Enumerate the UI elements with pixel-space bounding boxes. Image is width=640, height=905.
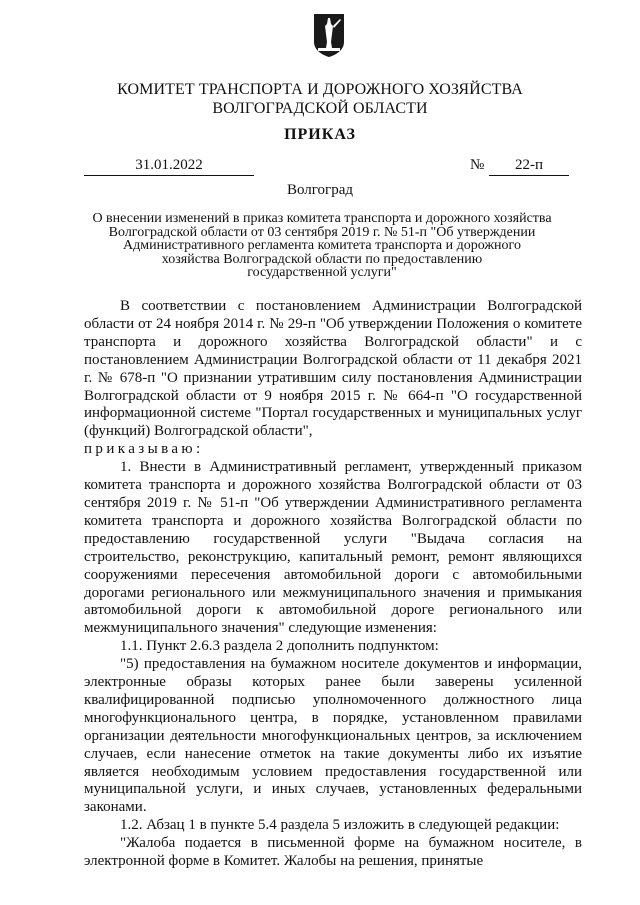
- preamble-paragraph: В соответствии с постановлением Администрации Волгоградской области от 24 ноября 2014 г. № 29-п "Об утверждении Положения о комитете транспорта и дорожного хозяйства Волгоградской области" и с постановлением Администрации Волгоградской области от 11 декабря 2021 г. № 678-п "О признании утратившим силу постановления Администрации Волгоградской области от 9 ноября 2015 г. № 664-п "О государственной информационной системе "Портал государственных и муниципальных услуг (функций) Волгоградской области",: [84, 298, 582, 440]
- volgograd-emblem-icon: [312, 12, 346, 58]
- organization-name: [0, 80, 640, 118]
- document-type: ПРИКАЗ: [284, 126, 356, 143]
- subject-line-2: Волгоградской области от 03 сентября 2019 г. № 51-п "Об утверждении: [108, 224, 536, 240]
- order-word: приказываю:: [84, 441, 204, 458]
- subject-line-4: хозяйства Волгоградской области по предоставлению: [161, 251, 483, 267]
- subject-line-1: О внесении изменений в приказ комитета транспорта и дорожного хозяйства: [92, 211, 552, 226]
- order-subject: [62, 212, 582, 280]
- item-1-2-text: "Жалоба подается в письменной форме на бумажном носителе, в электронной форме в Комитет. Жалобы на решения, принятые: [84, 835, 582, 870]
- city: Волгоград: [286, 182, 353, 198]
- organization-line-2: ВОЛГОГРАДСКОЙ ОБЛАСТИ: [212, 100, 428, 117]
- item-1-paragraph: 1. Внести в Административный регламент, утвержденный приказом комитета транспорта и дорожного хозяйства Волгоградской области от 03 сентября 2019 г. № 51-п "Об утверждении Административного регламента комитета транспорта и дорожного хозяйства Волгоградской области по предоставлению государственной услуги "Выдача согласия на строительство, реконструкцию, капитальный ремонт, ремонт являющихся сооружениями пересечения автомобильной дороги с автомобильными дорогами регионального или межмуниципального значения и примыкания автомобильной дороги к автомобильной дороге регионального или межмуниципального значения" следующие изменения:: [84, 459, 582, 637]
- item-1-1-heading: 1.1. Пункт 2.6.3 раздела 2 дополнить подпунктом:: [120, 638, 439, 655]
- order-number: 22-п: [489, 157, 569, 176]
- subject-line-3: Административного регламента комитета транспорта и дорожного: [123, 238, 521, 253]
- order-date: 31.01.2022: [84, 157, 254, 176]
- item-1-1-text: "5) предоставления на бумажном носителе документов и информации, электронные образы которых ранее были заверены усиленной квалифицированной подписью уполномоченного должностного лица многофункционального центра, в порядке, установленном правилами организации деятельности многофункциональных центров, за исключением случаев, если нанесение отметок на такие документы либо их изъятие является необходимым условием предоставления государственной или муниципальной услуги, и иных случаев, установленных федеральными законами.: [84, 656, 582, 816]
- organization-line-1: КОМИТЕТ ТРАНСПОРТА И ДОРОЖНОГО ХОЗЯЙСТВА: [117, 81, 523, 98]
- subject-line-5: государственной услуги": [247, 265, 397, 280]
- number-sign: №: [470, 157, 485, 173]
- order-body: [84, 298, 582, 871]
- item-1-2-heading: 1.2. Абзац 1 в пункте 5.4 раздела 5 изложить в следующей редакции:: [120, 817, 560, 834]
